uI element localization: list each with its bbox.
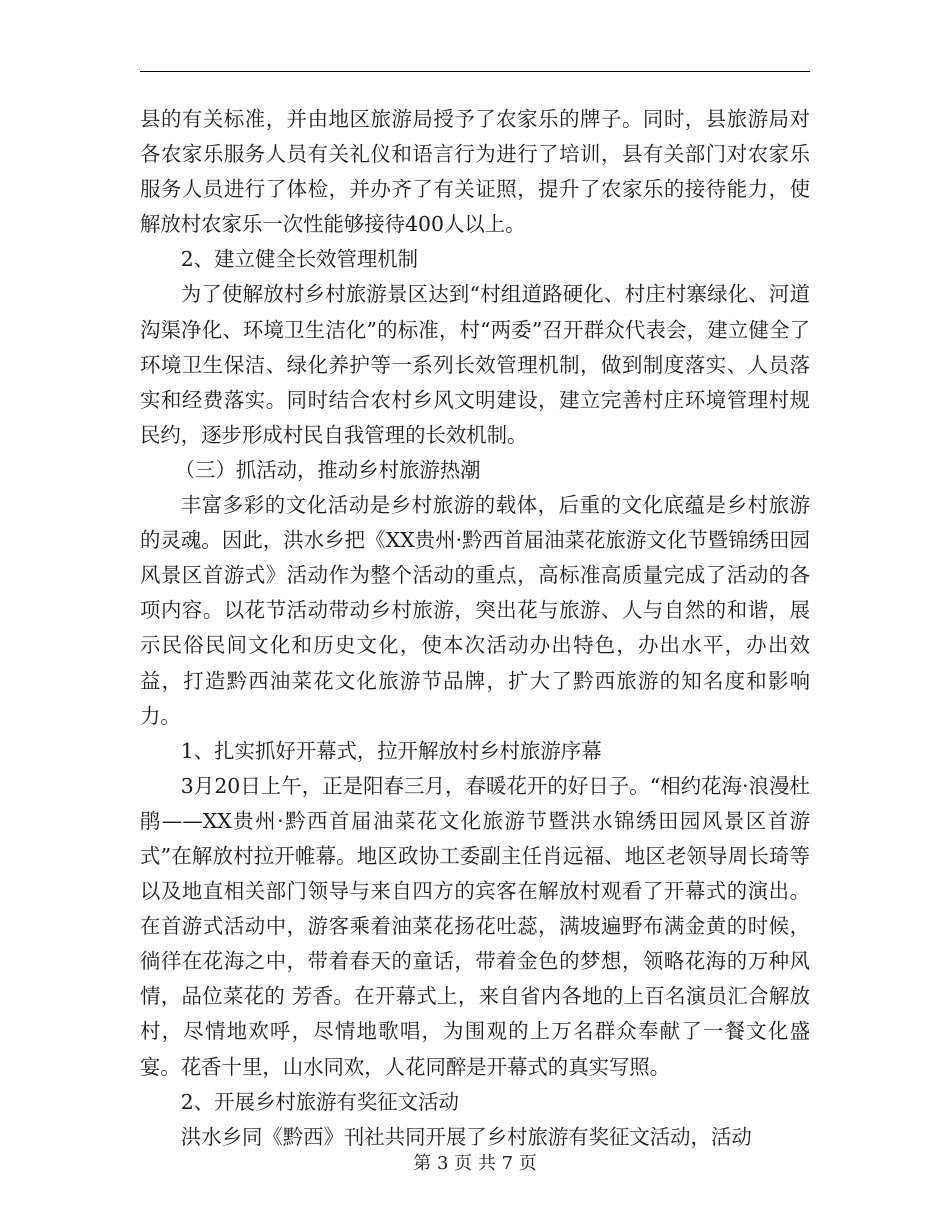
page-footer: 第 3 页 共 7 页 (413, 1153, 537, 1174)
paragraph-essay-contest: 洪水乡同《黔西》刊社共同开展了乡村旅游有奖征文活动，活动 (180, 1124, 752, 1149)
paragraph-continuation: 县的有关标准，并由地区旅游局授予了农家乐的牌子。同时，县旅游局对各农家乐服务人员有关礼仪和语言行为进行了培训，县有关部门对农家乐服务人员进行了体检，并办齐了有关证照，提升了农家乐的接待能力，使解放村农家乐一次性能够接待400人以上。 (140, 107, 810, 237)
section-heading-activities: （三）抓活动，推动乡村旅游热潮 (174, 457, 481, 482)
subheading-long-term-mechanism: 2、建立健全长效管理机制 (180, 247, 419, 272)
subheading-opening-ceremony: 1、扎实抓好开幕式，拉开解放村乡村旅游序幕 (180, 738, 602, 763)
paragraph-opening-ceremony: 3月20日上午，正是阳春三月，春暖花开的好日子。“相约花海·浪漫杜鹃——XX贵州·黔西首届油菜花文化旅游节暨洪水锦绣田园风景区首游式”在解放村拉开帷幕。地区政协工委副主任肖远福、地区老领导周长琦等以及地直相关部门领导与来自四方的宾客在解放村观看了开幕式的演出。在首游式活动中，游客乘着油菜花扬花吐蕊，满坡遍野布满金黄的时候，徜徉在花海之中，带着春天的童话，带着金色的梦想，领略花海的万种风情，品位菜花的 芳香。在开幕式上，来自省内各地的上百名演员汇合解放村，尽情地欢呼，尽情地歌唱，为围观的上万名群众奉献了一餐文化盛宴。花香十里，山水同欢，人花同醉是开幕式的真实写照。 (140, 773, 810, 1079)
paragraph-management: 为了使解放村乡村旅游景区达到“村组道路硬化、村庄村寨绿化、河道沟渠净化、环境卫生洁化”的标准，村“两委”召开群众代表会，建立健全了环境卫生保洁、绿化养护等一系列长效管理机制，做到制度落实、人员落实和经费落实。同时结合农村乡风文明建设，建立完善村庄环境管理村规民约，逐步形成村民自我管理的长效机制。 (140, 282, 810, 447)
header-rule (140, 71, 810, 72)
subheading-essay-contest: 2、开展乡村旅游有奖征文活动 (180, 1089, 459, 1114)
document-body (140, 102, 810, 1155)
paragraph-cultural-activities: 丰富多彩的文化活动是乡村旅游的载体，后重的文化底蕴是乡村旅游的灵魂。因此，洪水乡把《XX贵州·黔西首届油菜花旅游文化节暨锦绣田园风景区首游式》活动作为整个活动的重点，高标准高质量完成了活动的各项内容。以花节活动带动乡村旅游，突出花与旅游、人与自然的和谐，展示民俗民间文化和历史文化，使本次活动办出特色，办出水平，办出效益，打造黔西油菜花文化旅游节品牌，扩大了黔西旅游的知名度和影响力。 (140, 493, 810, 728)
